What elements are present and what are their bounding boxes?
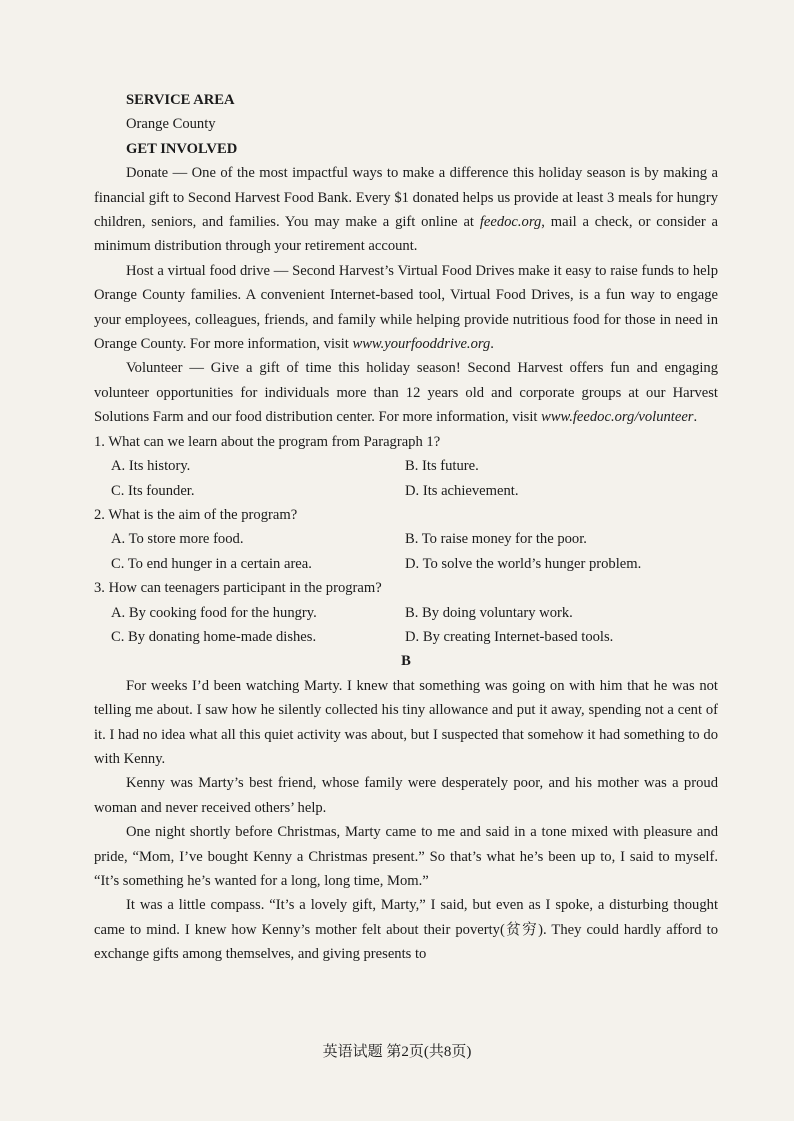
- food-drive-paragraph: [94, 259, 718, 357]
- page-footer: 英语试题 第2页(共8页): [322, 1044, 472, 1060]
- question-stem: 3. How can teenagers participant in the program?: [94, 580, 382, 597]
- option-b: B. By doing voluntary work.: [405, 604, 573, 621]
- option-row: [94, 527, 718, 551]
- volunteer-text: Volunteer — Give a gift of time this holiday season! Second Harvest offers fun and engaging volunteer opportunities for individuals more than 12 years old and corporate groups at our Harvest Solutions Farm and our food distribution center. For more information, visit: [94, 360, 718, 426]
- option-a: A. By cooking food for the hungry.: [111, 604, 317, 621]
- story-paragraph-3: One night shortly before Christmas, Marty came to me and said in a tone mixed with pleasure and pride, “Mom, I’ve bought Kenny a Christmas present.” So that’s what he’s been up to, I said to myself. “It’s something he’s wanted for a long, long time, Mom.”: [94, 824, 718, 889]
- option-d: D. By creating Internet-based tools.: [405, 628, 614, 645]
- question-stem: 1. What can we learn about the program from Paragraph 1?: [94, 433, 441, 450]
- volunteer-paragraph: [94, 356, 718, 429]
- option-c: C. To end hunger in a certain area.: [111, 555, 312, 572]
- option-row: [94, 601, 718, 625]
- donate-link: feedoc.org: [479, 214, 542, 231]
- question-stem: 2. What is the aim of the program?: [94, 506, 298, 523]
- option-row: [94, 454, 718, 478]
- food-drive-tail: .: [490, 336, 494, 353]
- donate-paragraph: [94, 161, 718, 259]
- option-b: B. To raise money for the poor.: [405, 531, 587, 548]
- service-area-value: Orange County: [126, 116, 216, 133]
- option-row: [94, 479, 718, 503]
- option-a: A. To store more food.: [111, 531, 244, 548]
- story-paragraph-1: For weeks I’d been watching Marty. I knew that something was going on with him that he was not telling me about. I saw how he silently collected his tiny allowance and put it away, spending not a cent of it. I had no idea what all this quiet activity was about, but I suspected that somehow it had something to do with Kenny.: [94, 677, 718, 767]
- option-row: [94, 625, 718, 649]
- option-d: D. Its achievement.: [405, 482, 519, 499]
- food-drive-text: Host a virtual food drive — Second Harvest’s Virtual Food Drives make it easy to raise funds to help Orange County families. A convenient Internet-based tool, Virtual Food Drives, is a fun way to engage your employees, colleagues, friends, and family while helping provide nutritious food for those in need in Orange County. For more information, visit: [94, 262, 718, 353]
- volunteer-link: www.feedoc.org/volunteer: [541, 409, 694, 426]
- option-row: [94, 552, 718, 576]
- section-b-label: B: [401, 653, 411, 670]
- option-b: B. Its future.: [405, 458, 479, 475]
- donate-tail: , mail a check, or consider a minimum distribution through your retirement account.: [94, 214, 719, 255]
- volunteer-tail: .: [693, 409, 698, 426]
- question-3: [94, 576, 718, 649]
- food-drive-link: www.yourfooddrive.org: [352, 336, 491, 353]
- option-c: C. By donating home-made dishes.: [111, 628, 317, 645]
- option-d: D. To solve the world’s hunger problem.: [405, 555, 642, 572]
- get-involved-heading: GET INVOLVED: [126, 140, 238, 157]
- option-c: C. Its founder.: [111, 482, 195, 499]
- page-content: [94, 88, 718, 967]
- story-paragraph-2: Kenny was Marty’s best friend, whose family were desperately poor, and his mother was a proud woman and never received others’ help.: [94, 775, 718, 816]
- question-1: [94, 430, 718, 503]
- option-a: A. Its history.: [111, 458, 191, 475]
- service-area-heading: SERVICE AREA: [126, 92, 235, 108]
- story-paragraph-4: It was a little compass. “It’s a lovely gift, Marty,” I said, but even as I spoke, a disturbing thought came to mind. I knew how Kenny’s mother felt about their poverty(贫穷). They could hardly afford to exchange gifts among themselves, and giving presents to: [94, 897, 718, 963]
- donate-text: Donate — One of the most impactful ways to make a difference this holiday season is by making a financial gift to Second Harvest Food Bank. Every $1 donated helps us provide at least 3 meals for hungry children, seniors, and families. You may make a gift online at: [94, 165, 718, 231]
- question-2: [94, 503, 718, 576]
